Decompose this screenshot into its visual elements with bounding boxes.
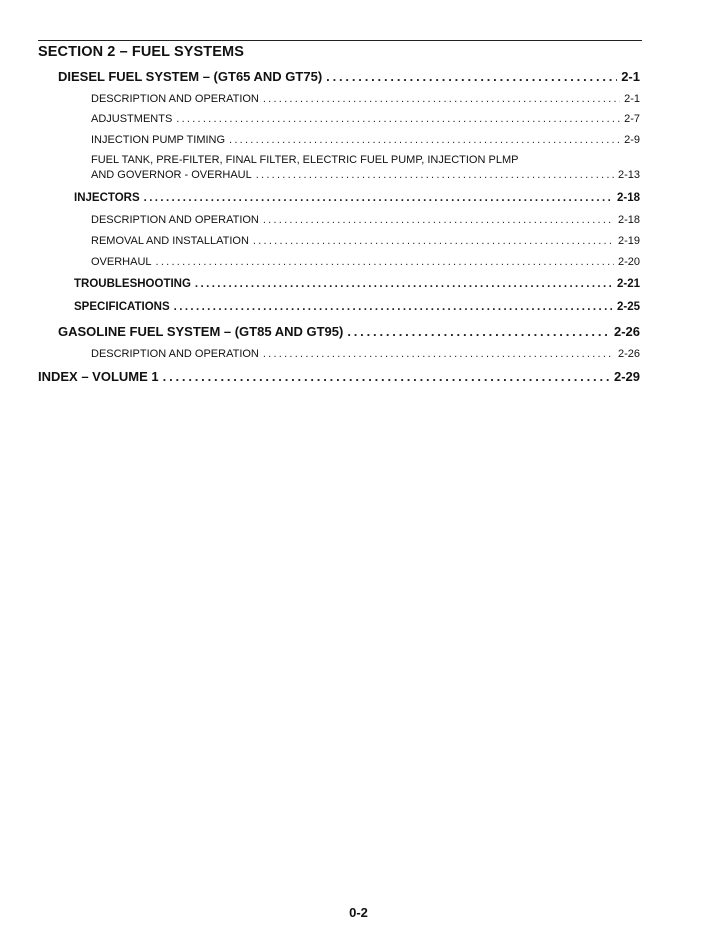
toc-label: ADJUSTMENTS bbox=[91, 113, 173, 125]
toc-entry-injectors[interactable] bbox=[74, 192, 640, 204]
toc-page: 2-19 bbox=[617, 235, 640, 247]
toc-label: DIESEL FUEL SYSTEM – (GT65 AND GT75) bbox=[58, 69, 323, 84]
toc-leader-dots bbox=[156, 256, 614, 268]
toc-entry-diesel-fuel-system[interactable] bbox=[58, 69, 640, 84]
toc-entry-overhaul[interactable] bbox=[91, 256, 640, 268]
toc-label: AND GOVERNOR - OVERHAUL bbox=[91, 169, 252, 181]
toc-leader-dots bbox=[253, 235, 614, 247]
toc-label: DESCRIPTION AND OPERATION bbox=[91, 214, 259, 226]
toc-page: 2-21 bbox=[616, 278, 640, 290]
toc-label: REMOVAL AND INSTALLATION bbox=[91, 235, 249, 247]
toc-label: GASOLINE FUEL SYSTEM – (GT85 AND GT95) bbox=[58, 324, 344, 339]
toc-leader-dots bbox=[256, 169, 614, 181]
toc-leader-dots bbox=[174, 301, 613, 313]
toc-page: 2-9 bbox=[624, 134, 640, 146]
toc-page: 2-18 bbox=[616, 192, 640, 204]
toc-page: 2-26 bbox=[617, 348, 640, 360]
toc-entry-adjustments[interactable] bbox=[91, 113, 640, 125]
toc-label: INJECTION PUMP TIMING bbox=[91, 134, 226, 146]
toc-leader-dots bbox=[163, 369, 610, 384]
toc-entry-removal-installation[interactable] bbox=[91, 235, 640, 247]
toc-entry-gasoline-fuel-system[interactable] bbox=[58, 324, 640, 339]
toc-leader-dots bbox=[176, 113, 620, 125]
toc-label: INDEX – VOLUME 1 bbox=[38, 369, 159, 384]
toc-leader-dots bbox=[347, 324, 610, 339]
toc-label: DESCRIPTION AND OPERATION bbox=[91, 348, 259, 360]
toc-leader-dots bbox=[229, 134, 620, 146]
toc-entry-injectors-description[interactable] bbox=[91, 214, 640, 226]
toc-page: 2-26 bbox=[613, 324, 640, 339]
toc-entry-specifications[interactable] bbox=[74, 301, 640, 313]
toc-entry-diesel-description[interactable] bbox=[91, 93, 640, 105]
toc-leader-dots bbox=[263, 93, 620, 105]
toc-label: INJECTORS bbox=[74, 192, 140, 204]
toc-entry-troubleshooting[interactable] bbox=[74, 278, 640, 290]
section-title: SECTION 2 – FUEL SYSTEMS bbox=[38, 44, 244, 60]
toc-entry-gasoline-description[interactable] bbox=[91, 348, 640, 360]
toc-label: TROUBLESHOOTING bbox=[74, 278, 191, 290]
toc-entry-index[interactable] bbox=[38, 369, 640, 384]
toc-page: 2-18 bbox=[617, 214, 640, 226]
page-number: 0-2 bbox=[349, 905, 368, 920]
toc-page: 2-1 bbox=[621, 69, 640, 84]
toc-leader-dots bbox=[263, 348, 614, 360]
toc-page: 2-20 bbox=[617, 256, 640, 268]
toc-entry-injection-pump-timing[interactable] bbox=[91, 134, 640, 146]
toc-page: 2-1 bbox=[624, 93, 640, 105]
toc-leader-dots bbox=[326, 69, 617, 84]
toc-page: 2-13 bbox=[617, 169, 640, 181]
toc-page: 2-29 bbox=[613, 369, 640, 384]
toc-page: 2-7 bbox=[624, 113, 640, 125]
toc-label: SPECIFICATIONS bbox=[74, 301, 170, 313]
toc-leader-dots bbox=[195, 278, 613, 290]
toc-entry-fuel-tank-line1: FUEL TANK, PRE-FILTER, FINAL FILTER, ELECTRIC FUEL PUMP, INJECTION PLMP bbox=[91, 154, 519, 166]
header-rule bbox=[38, 40, 642, 41]
toc-label: DESCRIPTION AND OPERATION bbox=[91, 93, 259, 105]
toc-entry-fuel-tank-overhaul[interactable] bbox=[91, 169, 640, 181]
toc-page: 2-25 bbox=[616, 301, 640, 313]
toc-leader-dots bbox=[144, 192, 613, 204]
toc-label: OVERHAUL bbox=[91, 256, 152, 268]
toc-leader-dots bbox=[263, 214, 614, 226]
